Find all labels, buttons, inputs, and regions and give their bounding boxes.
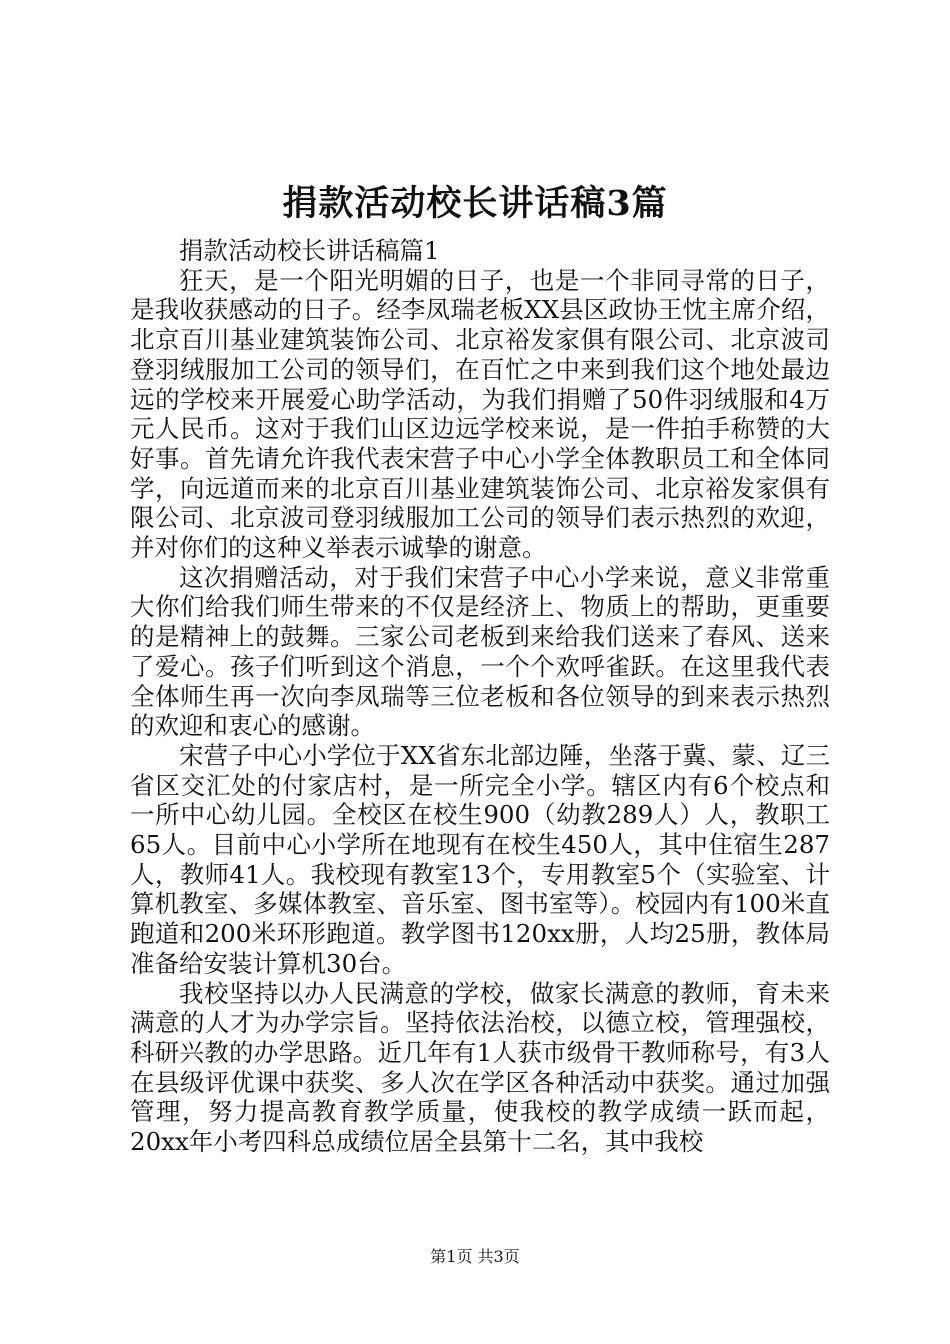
body-paragraph: 这次捐赠活动，对于我们宋营子中心小学来说，意义非常重大你们给我们师生带来的不仅是经济上、物质上的帮助，更重要的是精神上的鼓舞。三家公司老板到来给我们送来了春风、送来了爱心。孩子们听到这个消息，一个个欢呼雀跃。在这里我代表全体师生再一次向李凤瑞等三位老板和各位领导的到来表示热烈的欢迎和衷心的感谢。 [130, 562, 830, 741]
document-body [130, 236, 830, 1157]
page-title: 捐款活动校长讲话稿3篇 [282, 183, 668, 224]
section-heading: 捐款活动校长讲话稿篇1 [179, 236, 440, 265]
page-number-footer: 第1页 共3页 [430, 1247, 520, 1266]
body-paragraph: 宋营子中心小学位于XX省东北部边陲，坐落于冀、蒙、辽三省区交汇处的付家店村，是一所完全小学。辖区内有6个校点和一所中心幼儿园。全校区在校生900（幼教289人）人，教职工65人。目前中心小学所在地现有在校生450人，其中住宿生287人，教师41人。我校现有教室13个，专用教室5个（实验室、计算机教室、多媒体教室、音乐室、图书室等）。校园内有100米直跑道和200米环形跑道。教学图书120xx册，人均25册，教体局准备给安装计算机30台。 [130, 740, 830, 978]
body-paragraph: 狂天，是一个阳光明媚的日子，也是一个非同寻常的日子，是我收获感动的日子。经李凤瑞老板XX县区政协王忱主席介绍，北京百川基业建筑装饰公司、北京裕发家俱有限公司、北京波司登羽绒服加工公司的领导们，在百忙之中来到我们这个地处最边远的学校来开展爱心助学活动，为我们捐赠了50件羽绒服和4万元人民币。这对于我们山区边远学校来说，是一件拍手称赞的大好事。首先请允许我代表宋营子中心小学全体教职员工和全体同学，向远道而来的北京百川基业建筑装饰公司、北京裕发家俱有限公司、北京波司登羽绒服加工公司的领导们表示热烈的欢迎，并对你们的这种义举表示诚挚的谢意。 [130, 265, 830, 563]
body-paragraph: 我校坚持以办人民满意的学校，做家长满意的教师，育未来满意的人才为办学宗旨。坚持依法治校，以德立校，管理强校，科研兴教的办学思路。近几年有1人获市级骨干教师称号，有3人在县级评优课中获奖、多人次在学区各种活动中获奖。通过加强管理，努力提高教育教学质量，使我校的教学成绩一跃而起，20xx年小考四科总成绩位居全县第十二名，其中我校 [130, 978, 830, 1157]
